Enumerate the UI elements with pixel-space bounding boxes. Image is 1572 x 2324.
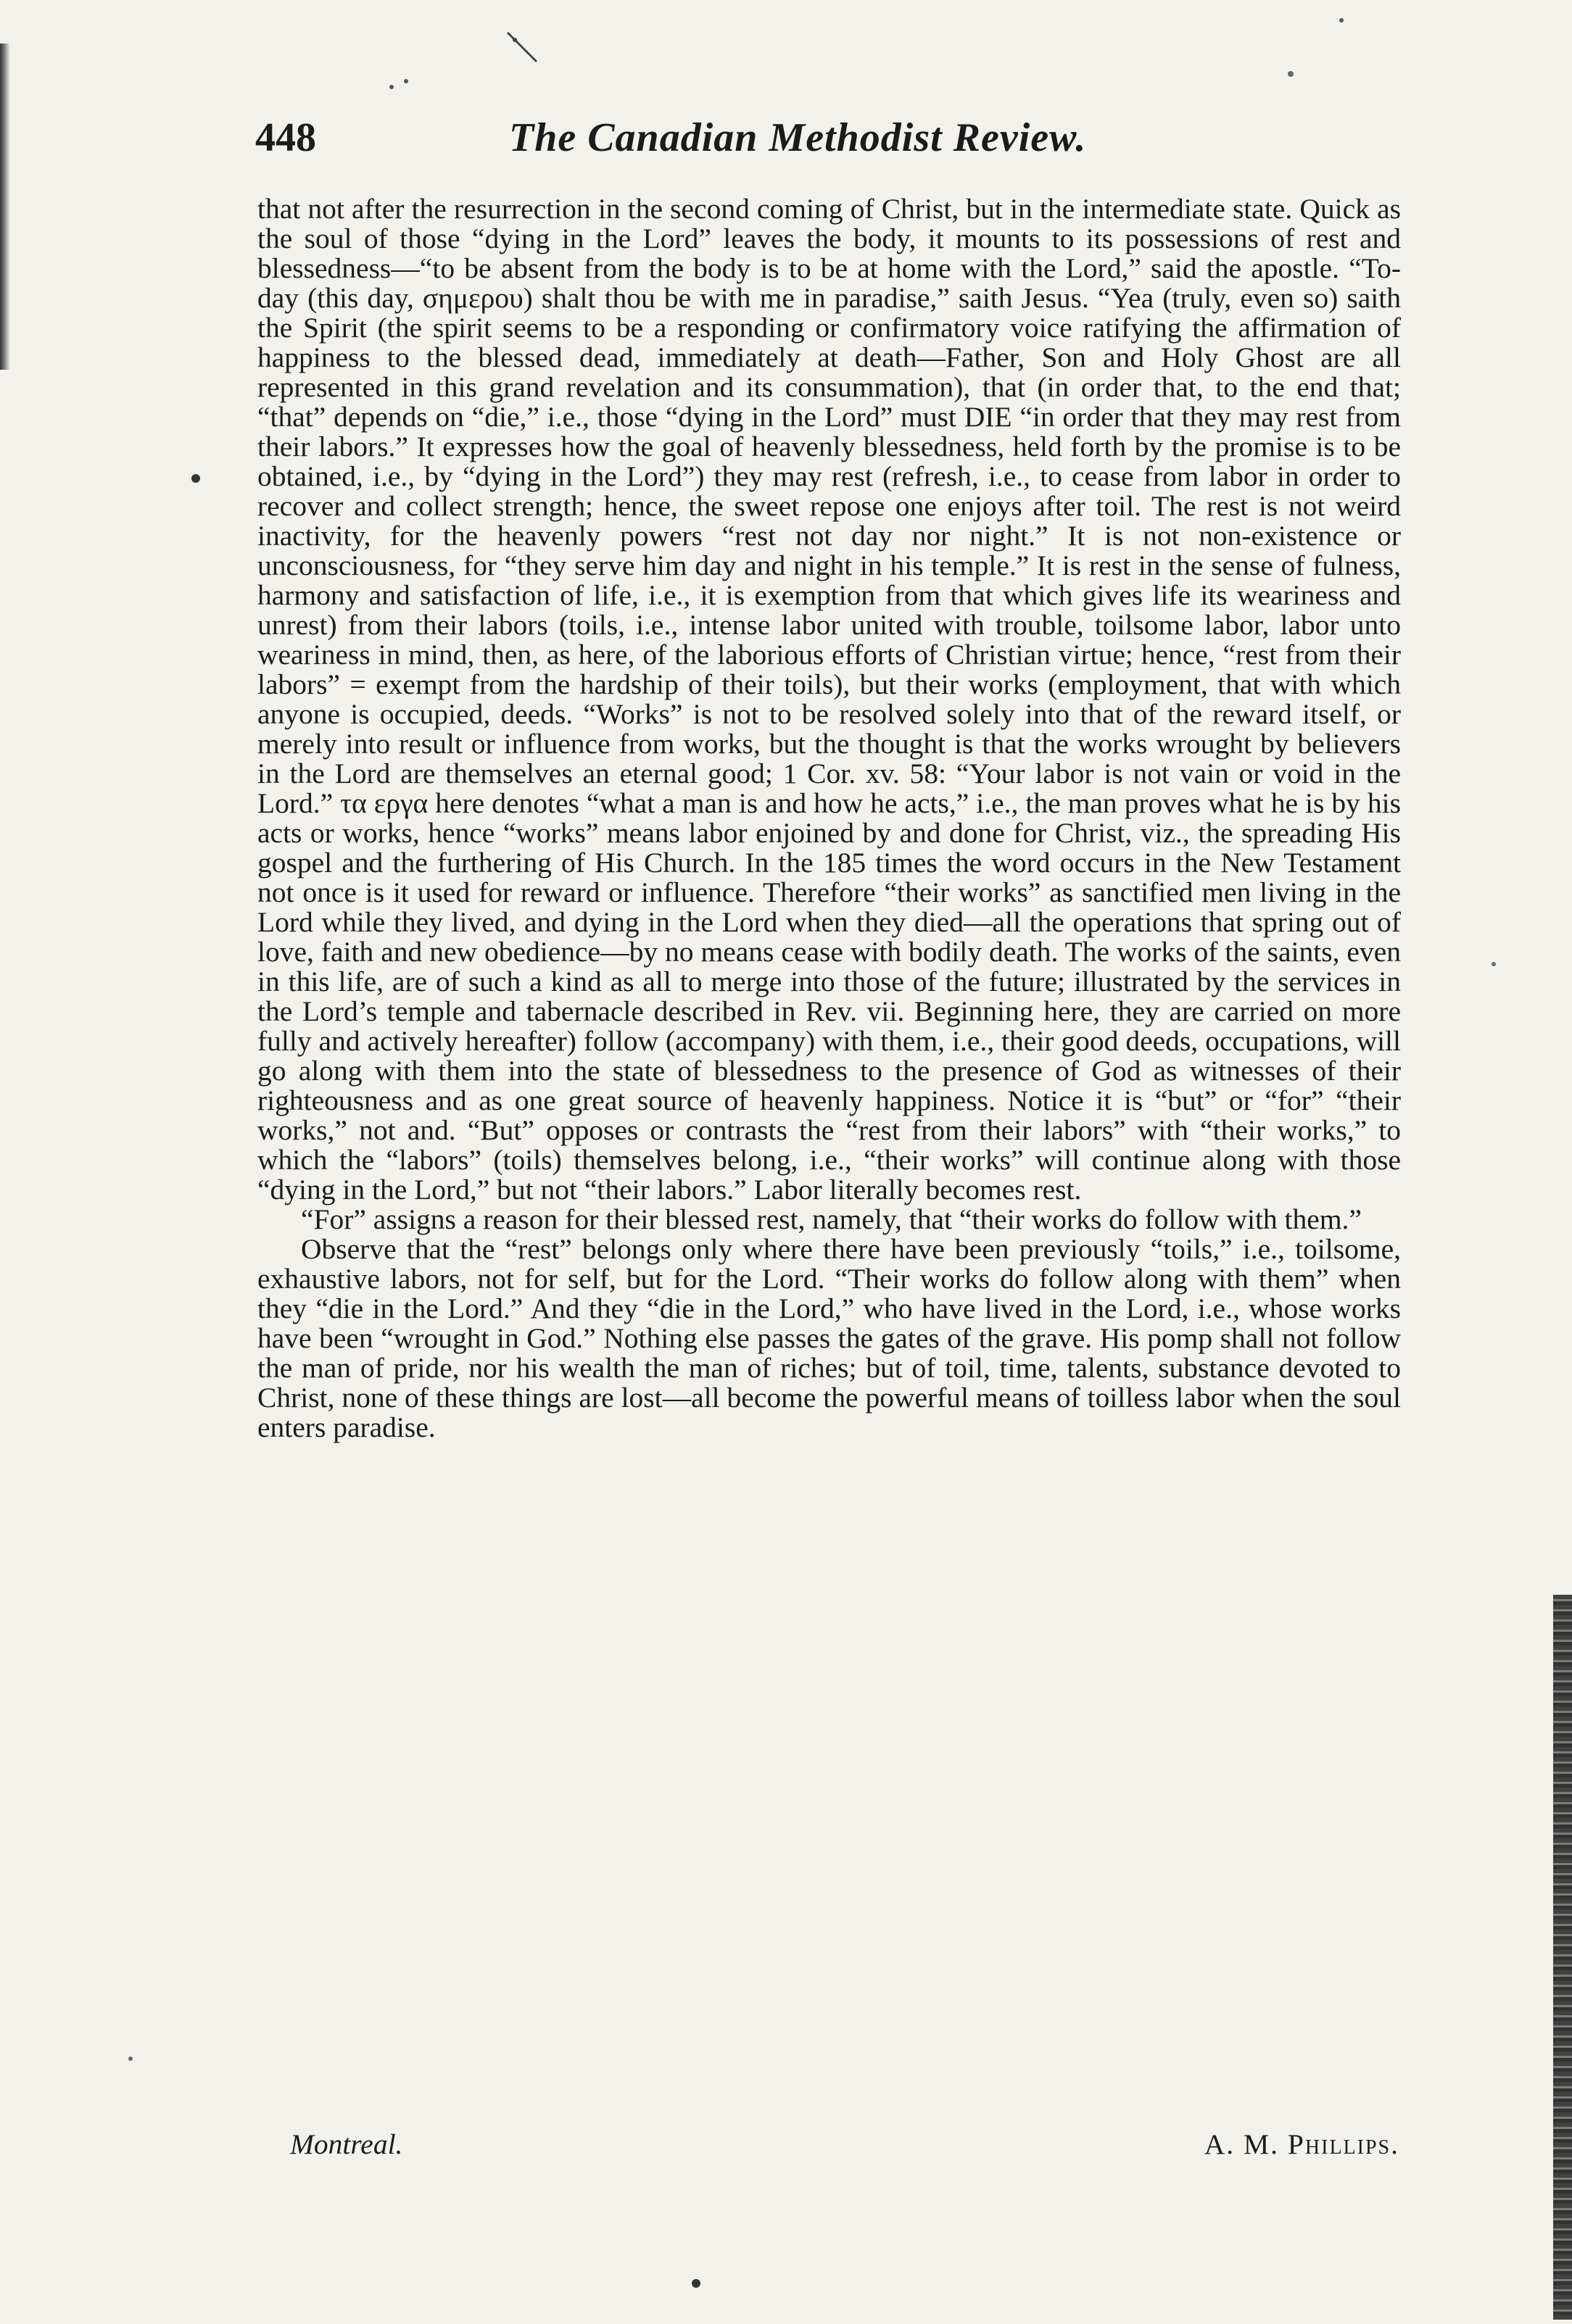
signature-place: Montreal. bbox=[290, 2128, 403, 2160]
scan-edge-right bbox=[1553, 1595, 1572, 2320]
scan-edge-left bbox=[0, 43, 10, 370]
paragraph: Observe that the “rest” belongs only where there have been previously “toils,” i.e., toilsome, exhaustive labors, not for self, but for the Lord. “Their works do follow along with them” when they “die in the Lord.” And they “die in the Lord,” who have lived in the Lord, i.e., whose works have been “wrought in God.” Nothing else passes the gates of the grave. His pomp shall not follow the man of pride, nor his wealth the man of riches; but of toil, time, talents, substance devoted to Christ, none of these things are lost—all become the powerful means of toilless labor when the soul enters paradise. bbox=[257, 1233, 1401, 1443]
running-title: The Canadian Methodist Review. bbox=[509, 115, 1087, 160]
signature-line bbox=[290, 2128, 1399, 2171]
page-number: 448 bbox=[255, 115, 316, 160]
paragraph: that not after the resurrection in the second coming of Christ, but in the intermediate state. Quick as the soul of those “dying in the Lord” leaves the body, it mounts to its possessions of rest and blessedness—“to be absent from the body is to be at home with the Lord,” said the apostle. “To-day (this day, σημερου) shalt thou be with me in paradise,” saith Jesus. “Yea (truly, even so) saith the Spirit (the spirit seems to be a responding or confirmatory voice ratifying the affirmation of happiness to the blessed dead, immediately at death—Father, Son and Holy Ghost are all represented in this grand revelation and its consummation), that (in order that, to the end that; “that” depends on “die,” i.e., those “dying in the Lord” must DIE “in order that they may rest from their labors.” It expresses how the goal of heavenly blessedness, held forth by the promise is to be obtained, i.e., by “dying in the Lord”) they may rest (refresh, i.e., to cease from labor in order to recover and collect strength; hence, the sweet repose one enjoys after toil. The rest is not weird inactivity, for the heavenly powers “rest not day nor night.” It is not non-existence or unconsciousness, for “they serve him day and night in his temple.” It is rest in the sense of fulness, harmony and satisfaction of life, i.e., it is exemption from that which gives life its weariness and unrest) from their labors (toils, i.e., intense labor united with trouble, toilsome labor, labor unto weariness in mind, then, as here, of the laborious efforts of Christian virtue; hence, “rest from their labors” = exempt from the hardship of their toils), but their works (employment, that with which anyone is occupied, deeds. “Works” is not to be resolved solely into that of the reward itself, or merely into result or influence from works, but the thought is that the works wrought by believers in the Lord are themselves an eternal good; 1 Cor. xv. 58: “Your labor is not vain or void in the Lord.” τα εργα here denotes “what a man is and how he acts,” i.e., the man proves what he is by his acts or works, hence “works” means labor enjoined by and done for Christ, viz., the spreading His gospel and the furthering of His Church. In the 185 times the word occurs in the New Testament not once is it used for reward or influence. Therefore “their works” as sanctified men living in the Lord while they lived, and dying in the Lord when they died—all the operations that spring out of love, faith and new obedience—by no means cease with bodily death. The works of the saints, even in this life, are of such a kind as all to merge into those of the future; illustrated by the services in the Lord’s temple and tabernacle described in Rev. vii. Beginning here, they are carried on more fully and actively hereafter) follow (accompany) with them, i.e., their good deeds, occupations, will go along with them into the state of blessedness to the presence of God as witnesses of their righteousness and as one great source of heavenly happiness. Notice it is “but” or “for” “their works,” not and. “But” opposes or contrasts the “rest from their labors” with “their works,” to which the “labors” (toils) themselves belong, i.e., “their works” will continue along with those “dying in the Lord,” but not “their labors.” Labor literally becomes rest. bbox=[257, 193, 1401, 1205]
signature-author: A. M. Phillips. bbox=[1204, 2128, 1399, 2160]
paragraph: “For” assigns a reason for their blessed rest, namely, that “their works do follow with them.” bbox=[301, 1203, 1362, 1235]
article-body bbox=[257, 194, 1401, 1443]
page-header bbox=[255, 115, 1401, 173]
